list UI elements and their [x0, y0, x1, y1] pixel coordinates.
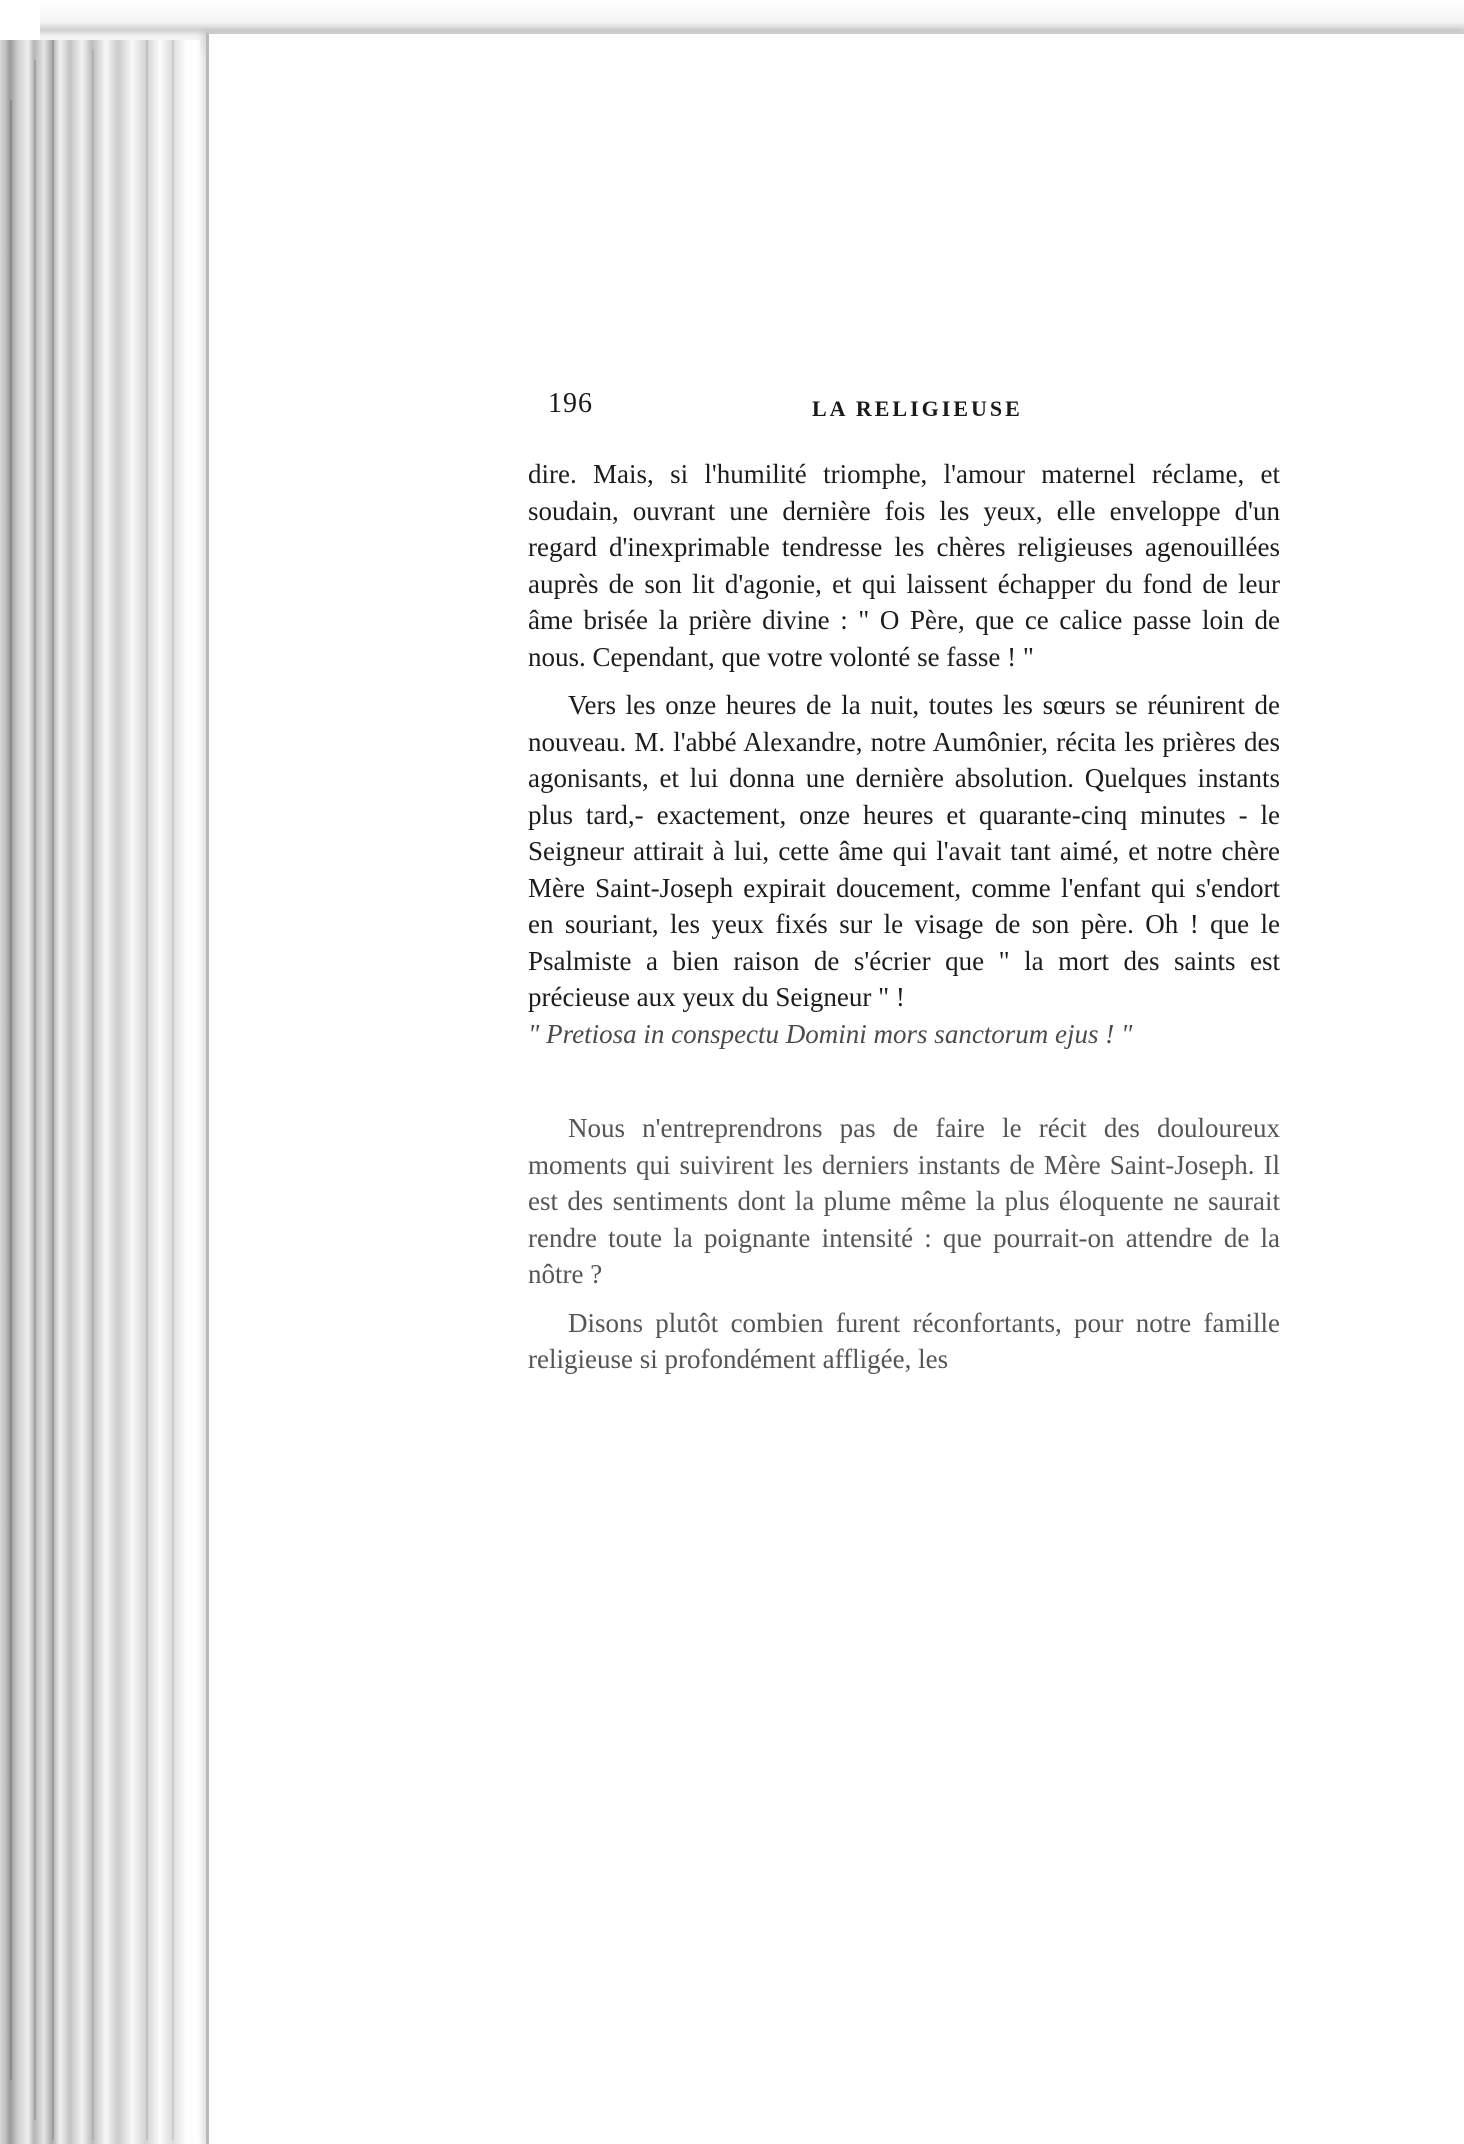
stack-line [52, 40, 54, 2140]
paragraph: Disons plutôt combien furent réconfortants, pour notre famille religieuse si profondément affligée, les [528, 1307, 1280, 1374]
page-body [528, 456, 1280, 1378]
latin-quote: " Pretiosa in conspectu Domini mors sanctorum ejus ! " [528, 1018, 1133, 1049]
page-header [548, 388, 1288, 428]
paragraph: dire. Mais, si l'humilité triomphe, l'amour maternel réclame, et soudain, ouvrant une dernière fois les yeux, elle enveloppe d'un regard d'inexprimable tendresse les chères religieuses agenouillées auprès de son lit d'agonie, et qui laissent échapper du fond de leur âme brisée la prière divine : " O Père, que ce calice passe loin de nous. Cependant, que votre volonté se fasse ! " [528, 459, 1280, 672]
stack-line [172, 40, 174, 2140]
running-title: LA RELIGIEUSE [812, 396, 1023, 421]
paragraph: Vers les onze heures de la nuit, toutes les sœurs se réunirent de nouveau. M. l'abbé Alexandre, notre Aumônier, récita les prières des agonisants, et lui donna une dernière absolution. Quelques instants plus tard,- exactement, onze heures et quarante-cinq minutes - le Seigneur attirait à lui, cette âme qui l'avait tant aimé, et notre chère Mère Saint-Joseph expirait doucement, comme l'enfant qui s'endort en souriant, les yeux fixés sur le visage de son père. Oh ! que le Psalmiste a bien raison de s'écrier que " la mort des saints est précieuse aux yeux du Seigneur " ! [528, 690, 1280, 1012]
stack-line [34, 60, 36, 2120]
stack-line [92, 50, 94, 2140]
paragraph: Nous n'entreprendrons pas de faire le récit des douloureux moments qui suivirent les derniers instants de Mère Saint-Joseph. Il est des sentiments dont la plume même la plus éloquente ne saurait rendre toute la poignante intensité : que pourrait-on attendre de la nôtre ? [528, 1113, 1280, 1289]
stack-line [10, 100, 12, 2080]
page-stack-edge [0, 40, 200, 2144]
stack-line [146, 40, 148, 2140]
page-number: 196 [548, 388, 593, 419]
